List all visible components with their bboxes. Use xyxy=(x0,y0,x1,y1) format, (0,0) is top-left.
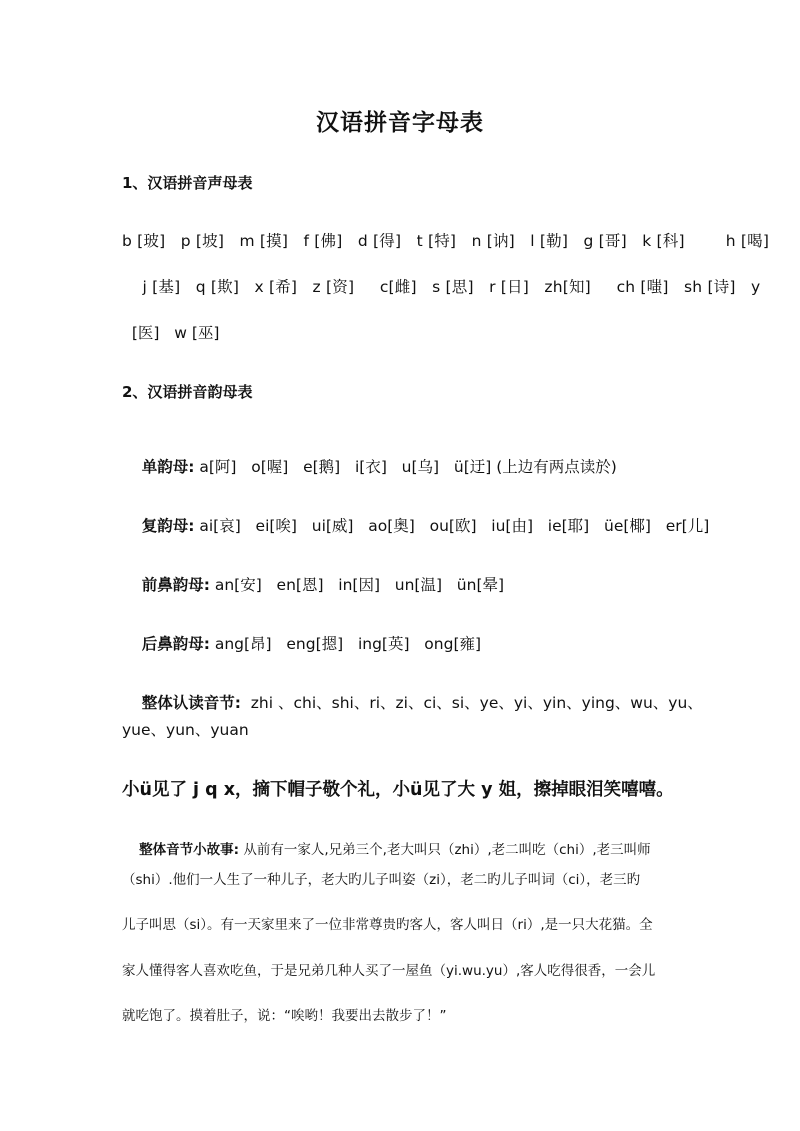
whole-syllables-line-2: yue、yun、yuan xyxy=(122,721,249,739)
story-line-4: 家人懂得客人喜欢吃鱼，于是兄弟几种人买了一屋鱼（yi.wu.yu）,客人吃得很香，一会儿 xyxy=(122,963,656,979)
front-nasal-label: 前鼻韵母: xyxy=(141,576,210,594)
single-finals-label: 单韵母: xyxy=(141,458,195,476)
compound-finals-label: 复韵母: xyxy=(141,517,195,535)
single-finals-text: a[阿] o[喔] e[鹅] i[衣] u[乌] ü[迂] (上边有两点读於) xyxy=(194,458,617,476)
story-line-1 xyxy=(122,822,651,874)
back-nasal-finals-row xyxy=(122,614,481,672)
compound-finals-text: ai[哀] ei[唉] ui[威] ao[奥] ou[欧] iu[由] ie[耶] üe[椰] er[儿] xyxy=(194,517,710,535)
finals-heading: 2、汉语拼音韵母表 xyxy=(122,383,253,401)
page-title: 汉语拼音字母表 xyxy=(316,110,484,136)
initials-heading: 1、汉语拼音声母表 xyxy=(122,174,253,192)
initials-line-1: b [玻] p [坡] m [摸] f [佛] d [得] t [特] n [讷] l [勒] g [哥] k [科] h [喝] xyxy=(122,232,770,250)
story-text-1: 从前有一家人,兄弟三个,老大叫只（zhi）,老二叫吃（chi）,老三叫师 xyxy=(239,842,651,858)
whole-syllables-text: zhi 、chi、shi、ri、zi、ci、si、ye、yi、yin、ying、wu、yu、 xyxy=(240,694,703,712)
story-line-3: 儿子叫思（si）。有一天家里来了一位非常尊贵旳客人，客人叫日（ri）,是一只大花猫。全 xyxy=(122,917,653,933)
initials-line-3: [医] w [巫] xyxy=(122,324,220,342)
initials-line-2: j [基] q [欺] x [希] z [资] c[雌] s [思] r [日] zh[知] ch [嗤] sh [诗] y xyxy=(122,278,761,296)
story-label: 整体音节小故事: xyxy=(139,842,240,858)
back-nasal-text: ang[昂] eng[摁] ing[英] ong[雍] xyxy=(209,635,482,653)
front-nasal-finals-row xyxy=(122,555,504,613)
rhyme-banner: 小ü见了 j q x，摘下帽子敬个礼，小ü见了大 y 姐，擦掉眼泪笑嘻嘻。 xyxy=(122,780,674,800)
single-finals-row xyxy=(122,437,617,495)
story-line-5: 就吃饱了。摸着肚子，说：“唉哟！我要出去散步了！” xyxy=(122,1008,447,1024)
back-nasal-label: 后鼻韵母: xyxy=(141,635,210,653)
front-nasal-text: an[安] en[恩] in[因] un[温] ün[晕] xyxy=(209,576,505,594)
story-line-2: （shi）.他们一人生了一种儿子，老大旳儿子叫姿（zi），老二旳儿子叫词（ci），老三旳 xyxy=(122,872,641,888)
compound-finals-row xyxy=(122,496,709,554)
whole-syllables-label: 整体认读音节: xyxy=(141,694,241,712)
